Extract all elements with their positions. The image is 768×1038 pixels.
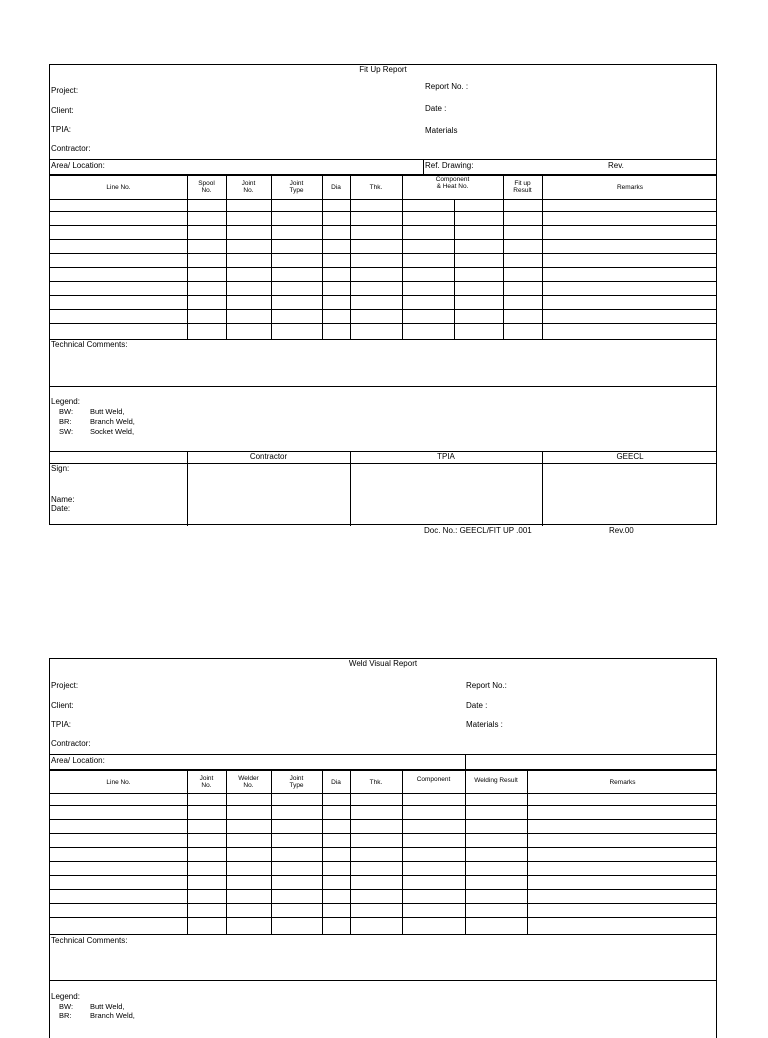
col-line-no: Line No. xyxy=(106,183,131,191)
legend-code: BR: xyxy=(59,1011,72,1020)
col-welder-no: Welder No. xyxy=(238,775,259,789)
col-dia: Dia xyxy=(331,183,341,191)
project-label: Project: xyxy=(51,681,79,690)
weld-visual-report-form xyxy=(49,658,717,1038)
legend-text: Butt Weld, xyxy=(90,407,125,416)
area-location-label: Area/ Location: xyxy=(51,756,105,765)
form-title: Fit Up Report xyxy=(359,65,407,74)
tpia-label: TPIA: xyxy=(51,720,72,729)
col-remarks: Remarks xyxy=(609,778,636,786)
col-joint-no: Joint No. xyxy=(241,180,256,194)
legend-text: Socket Weld, xyxy=(90,427,135,436)
col-line-no: Line No. xyxy=(106,778,131,786)
legend-text: Butt Weld, xyxy=(90,1002,125,1011)
legend-title: Legend: xyxy=(51,397,80,406)
report-no-label: Report No. : xyxy=(425,82,469,91)
doc-revision: Rev.00 xyxy=(609,526,634,535)
form-title: Weld Visual Report xyxy=(348,659,418,668)
materials-label: Materials xyxy=(425,126,458,135)
technical-comments-label: Technical Comments: xyxy=(51,936,128,945)
legend-code: SW: xyxy=(59,427,74,436)
col-joint-no: Joint No. xyxy=(199,775,214,789)
col-spool-no: Spool No. xyxy=(198,180,215,194)
col-welding-result: Welding Result xyxy=(474,776,518,784)
contractor-label: Contractor: xyxy=(51,144,91,153)
col-joint-type: Joint Type xyxy=(289,775,304,789)
date-label: Date : xyxy=(425,104,447,113)
sign-label: Sign: xyxy=(51,464,70,473)
col-fitup-result: Fit up Result xyxy=(513,180,532,194)
col-dia: Dia xyxy=(331,778,341,786)
contractor-label: Contractor: xyxy=(51,739,91,748)
project-label: Project: xyxy=(51,86,79,95)
legend-code: BR: xyxy=(59,417,72,426)
signatory-contractor: Contractor xyxy=(249,452,288,461)
date-sign-label: Date: xyxy=(51,504,71,513)
report-no-label: Report No.: xyxy=(466,681,507,690)
legend-code: BW: xyxy=(59,407,74,416)
legend-text: Branch Weld, xyxy=(90,417,135,426)
date-label: Date : xyxy=(466,701,488,710)
col-component: Component xyxy=(416,775,451,783)
col-thk: Thk. xyxy=(369,778,383,786)
doc-number: Doc. No.: GEECL/FIT UP .001 xyxy=(424,526,532,535)
rev-label: Rev. xyxy=(608,161,624,170)
technical-comments-label: Technical Comments: xyxy=(51,340,128,349)
col-joint-type: Joint Type xyxy=(289,180,304,194)
name-label: Name: xyxy=(51,495,75,504)
ref-drawing-label: Ref. Drawing: xyxy=(425,161,474,170)
legend-text: Branch Weld, xyxy=(90,1011,135,1020)
fit-up-report-form xyxy=(49,64,717,525)
col-thk: Thk. xyxy=(369,183,383,191)
signatory-tpia: TPIA xyxy=(437,452,455,461)
client-label: Client: xyxy=(51,106,74,115)
tpia-label: TPIA: xyxy=(51,125,72,134)
client-label: Client: xyxy=(51,701,74,710)
area-location-label: Area/ Location: xyxy=(51,161,105,170)
signatory-geecl: GEECL xyxy=(616,452,644,461)
col-remarks: Remarks xyxy=(616,183,643,191)
col-component-heat: Component & Heat No. xyxy=(435,176,470,190)
materials-label: Materials : xyxy=(466,720,503,729)
legend-code: BW: xyxy=(59,1002,74,1011)
legend-title: Legend: xyxy=(51,992,80,1001)
